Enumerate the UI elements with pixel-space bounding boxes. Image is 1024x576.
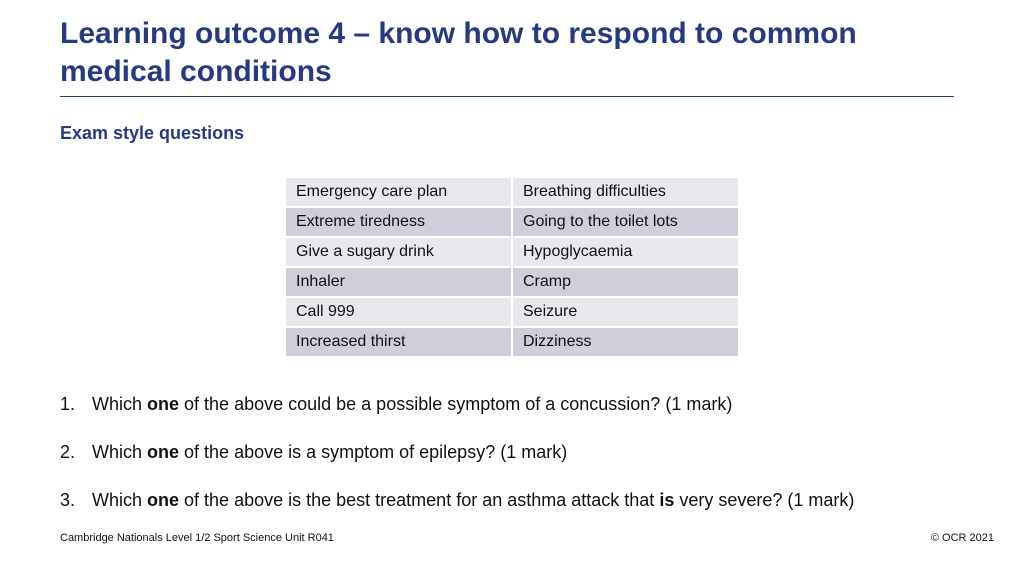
question-number: 2. (60, 442, 76, 462)
question-list (60, 392, 854, 536)
question-number: 3. (60, 490, 76, 510)
section-subtitle: Exam style questions (60, 123, 245, 143)
table-cell: Call 999 (285, 297, 512, 327)
footer-copyright: © OCR 2021 (930, 532, 994, 544)
question-text: Which (92, 394, 148, 414)
table-row (285, 327, 739, 357)
table-row (285, 237, 739, 267)
table-cell: Cramp (512, 267, 739, 297)
question-item (60, 488, 854, 512)
footer-course-label: Cambridge Nationals Level 1/2 Sport Science Unit R041 (60, 532, 334, 544)
table-cell: Dizziness (512, 327, 739, 357)
table-row (285, 267, 739, 297)
question-text: Which (92, 442, 148, 462)
question-item (60, 392, 854, 416)
question-emphasis: one (147, 442, 180, 462)
question-emphasis: one (147, 490, 180, 510)
table-cell: Extreme tiredness (285, 207, 512, 237)
table-cell: Hypoglycaemia (512, 237, 739, 267)
page-title: Learning outcome 4 – know how to respond to common medical conditions (60, 17, 857, 88)
terms-table (284, 176, 740, 358)
question-text: of the above is the best treatment for an asthma attack that (179, 490, 660, 510)
table-cell: Give a sugary drink (285, 237, 512, 267)
table-row (285, 207, 739, 237)
question-number: 1. (60, 394, 76, 414)
question-text: Which (92, 490, 148, 510)
table-cell: Breathing difficulties (512, 177, 739, 207)
table-row (285, 177, 739, 207)
title-divider (60, 96, 954, 97)
question-text: of the above is a symptom of epilepsy? (1 mark) (179, 442, 568, 462)
question-emphasis: one (147, 394, 180, 414)
question-emphasis: is (659, 490, 675, 510)
table-cell: Emergency care plan (285, 177, 512, 207)
table-row (285, 297, 739, 327)
table-cell: Inhaler (285, 267, 512, 297)
table-cell: Going to the toilet lots (512, 207, 739, 237)
question-item (60, 440, 854, 464)
table-cell: Seizure (512, 297, 739, 327)
question-text: of the above could be a possible symptom of a concussion? (1 mark) (179, 394, 733, 414)
question-text: very severe? (1 mark) (674, 490, 855, 510)
table-cell: Increased thirst (285, 327, 512, 357)
